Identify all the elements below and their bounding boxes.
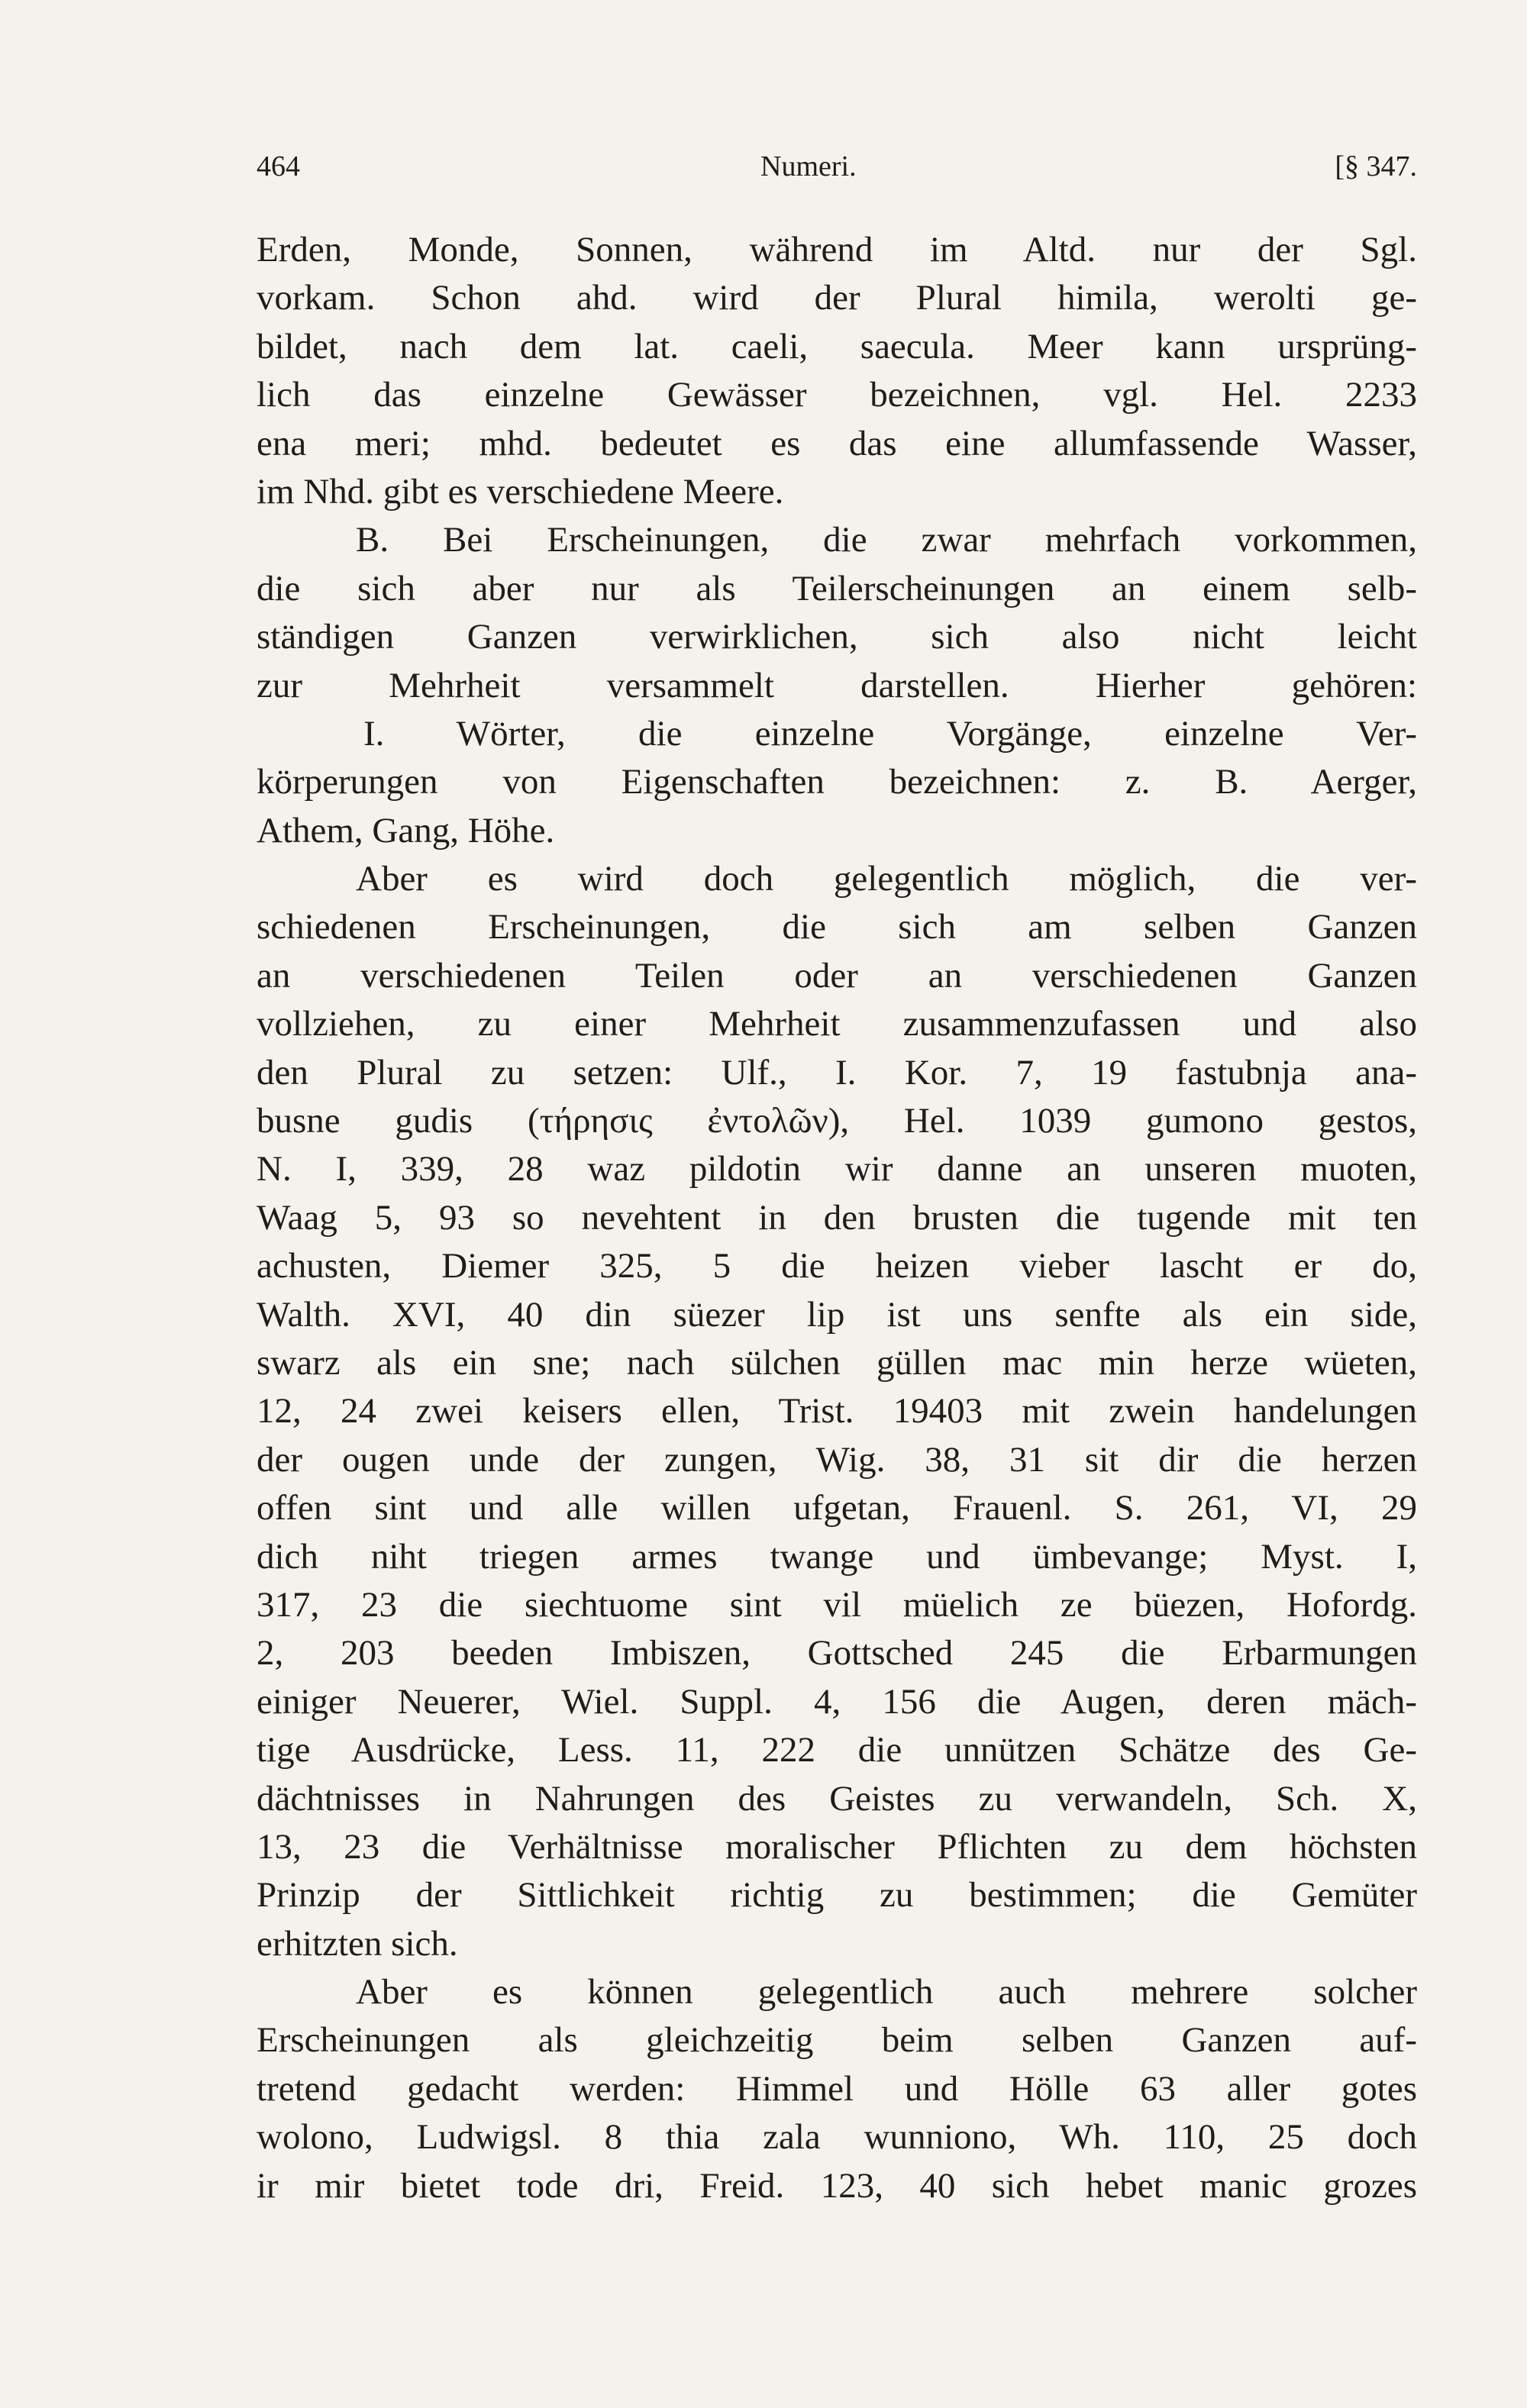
text-line: zur Mehrheit versammelt darstellen. Hierher gehören: [257, 665, 1417, 705]
text-line: vorkam. Schon ahd. wird der Plural himila, werolti ge- [257, 278, 1417, 318]
body-text [257, 226, 1417, 2210]
text-line: tige Ausdrücke, Less. 11, 222 die unnützen Schätze des Ge- [257, 1730, 1417, 1770]
text-line: bildet, nach dem lat. caeli, saecula. Meer kann ursprüng- [257, 326, 1417, 366]
text-line: einiger Neuerer, Wiel. Suppl. 4, 156 die Augen, deren mäch- [257, 1681, 1417, 1722]
text-line: die sich aber nur als Teilerscheinungen an einem selb- [257, 568, 1417, 608]
text-line: dächtnisses in Nahrungen des Geistes zu verwandeln, Sch. X, [257, 1778, 1417, 1819]
text-line: körperungen von Eigenschaften bezeichnen: z. B. Aerger, [257, 762, 1417, 802]
text-line: Aber es wird doch gelegentlich möglich, die ver- [356, 859, 1417, 899]
text-line: B. Bei Erscheinungen, die zwar mehrfach vorkommen, [356, 520, 1417, 560]
text-line: tretend gedacht werden: Himmel und Hölle 63 aller gotes [257, 2068, 1417, 2109]
text-line: lich das einzelne Gewässer bezeichnen, vgl. Hel. 2233 [257, 375, 1417, 415]
text-line: Prinzip der Sittlichkeit richtig zu bestimmen; die Gemüter [257, 1875, 1417, 1916]
text-line: dich niht triegen armes twange und ümbevange; Myst. I, [257, 1536, 1417, 1577]
page-number: 464 [257, 150, 300, 182]
running-header [257, 150, 1417, 195]
text-line: Erscheinungen als gleichzeitig beim selben Ganzen auf- [257, 2020, 1417, 2061]
text-line: offen sint und alle willen ufgetan, Frauenl. S. 261, VI, 29 [257, 1488, 1417, 1528]
text-line: 12, 24 zwei keisers ellen, Trist. 19403 mit zwein handelungen [257, 1391, 1417, 1432]
text-line: N. I, 339, 28 waz pildotin wir danne an unseren muoten, [257, 1149, 1417, 1189]
text-line: 317, 23 die siechtuome sint vil müelich ze büezen, Hofordg. [257, 1584, 1417, 1625]
text-line: den Plural zu setzen: Ulf., I. Kor. 7, 19 fastubnja ana- [257, 1052, 1417, 1093]
text-line: Erden, Monde, Sonnen, während im Altd. nur der Sgl. [257, 230, 1417, 270]
text-line: Waag 5, 93 so nevehtent in den brusten die tugende mit ten [257, 1197, 1417, 1238]
text-line: ir mir bietet tode dri, Freid. 123, 40 sich hebet manic grozes [257, 2165, 1417, 2206]
running-title: Numeri. [760, 150, 857, 182]
text-line: ena meri; mhd. bedeutet es das eine allumfassende Wasser, [257, 423, 1417, 463]
text-line: im Nhd. gibt es verschiedene Meere. [257, 471, 784, 512]
text-line: swarz als ein sne; nach sülchen güllen mac min herze wüeten, [257, 1342, 1417, 1383]
text-line: der ougen unde der zungen, Wig. 38, 31 sit dir die herzen [257, 1439, 1417, 1480]
text-line: 13, 23 die Verhältnisse moralischer Pflichten zu dem höchsten [257, 1826, 1417, 1867]
text-line: achusten, Diemer 325, 5 die heizen vieber lascht er do, [257, 1246, 1417, 1286]
section-reference: [§ 347. [1335, 150, 1417, 182]
text-line: Aber es können gelegentlich auch mehrere solcher [356, 1972, 1417, 2013]
text-line: Walth. XVI, 40 din süezer lip ist uns senfte als ein side, [257, 1294, 1417, 1335]
text-line: vollziehen, zu einer Mehrheit zusammenzufassen und also [257, 1004, 1417, 1044]
text-line: wolono, Ludwigsl. 8 thia zala wunniono, Wh. 110, 25 doch [257, 2117, 1417, 2158]
text-line: busne gudis (τήρησις ἐντολῶν), Hel. 1039 gumono gestos, [257, 1101, 1417, 1141]
text-line: 2, 203 beeden Imbiszen, Gottsched 245 die Erbarmungen [257, 1633, 1417, 1674]
text-line: an verschiedenen Teilen oder an verschiedenen Ganzen [257, 955, 1417, 996]
text-line: I. Wörter, die einzelne Vorgänge, einzelne Ver- [363, 713, 1417, 754]
text-line: ständigen Ganzen verwirklichen, sich also nicht leicht [257, 617, 1417, 657]
text-line: Athem, Gang, Höhe. [257, 810, 555, 851]
text-line: schiedenen Erscheinungen, die sich am selben Ganzen [257, 907, 1417, 947]
text-line: erhitzten sich. [257, 1923, 458, 1964]
